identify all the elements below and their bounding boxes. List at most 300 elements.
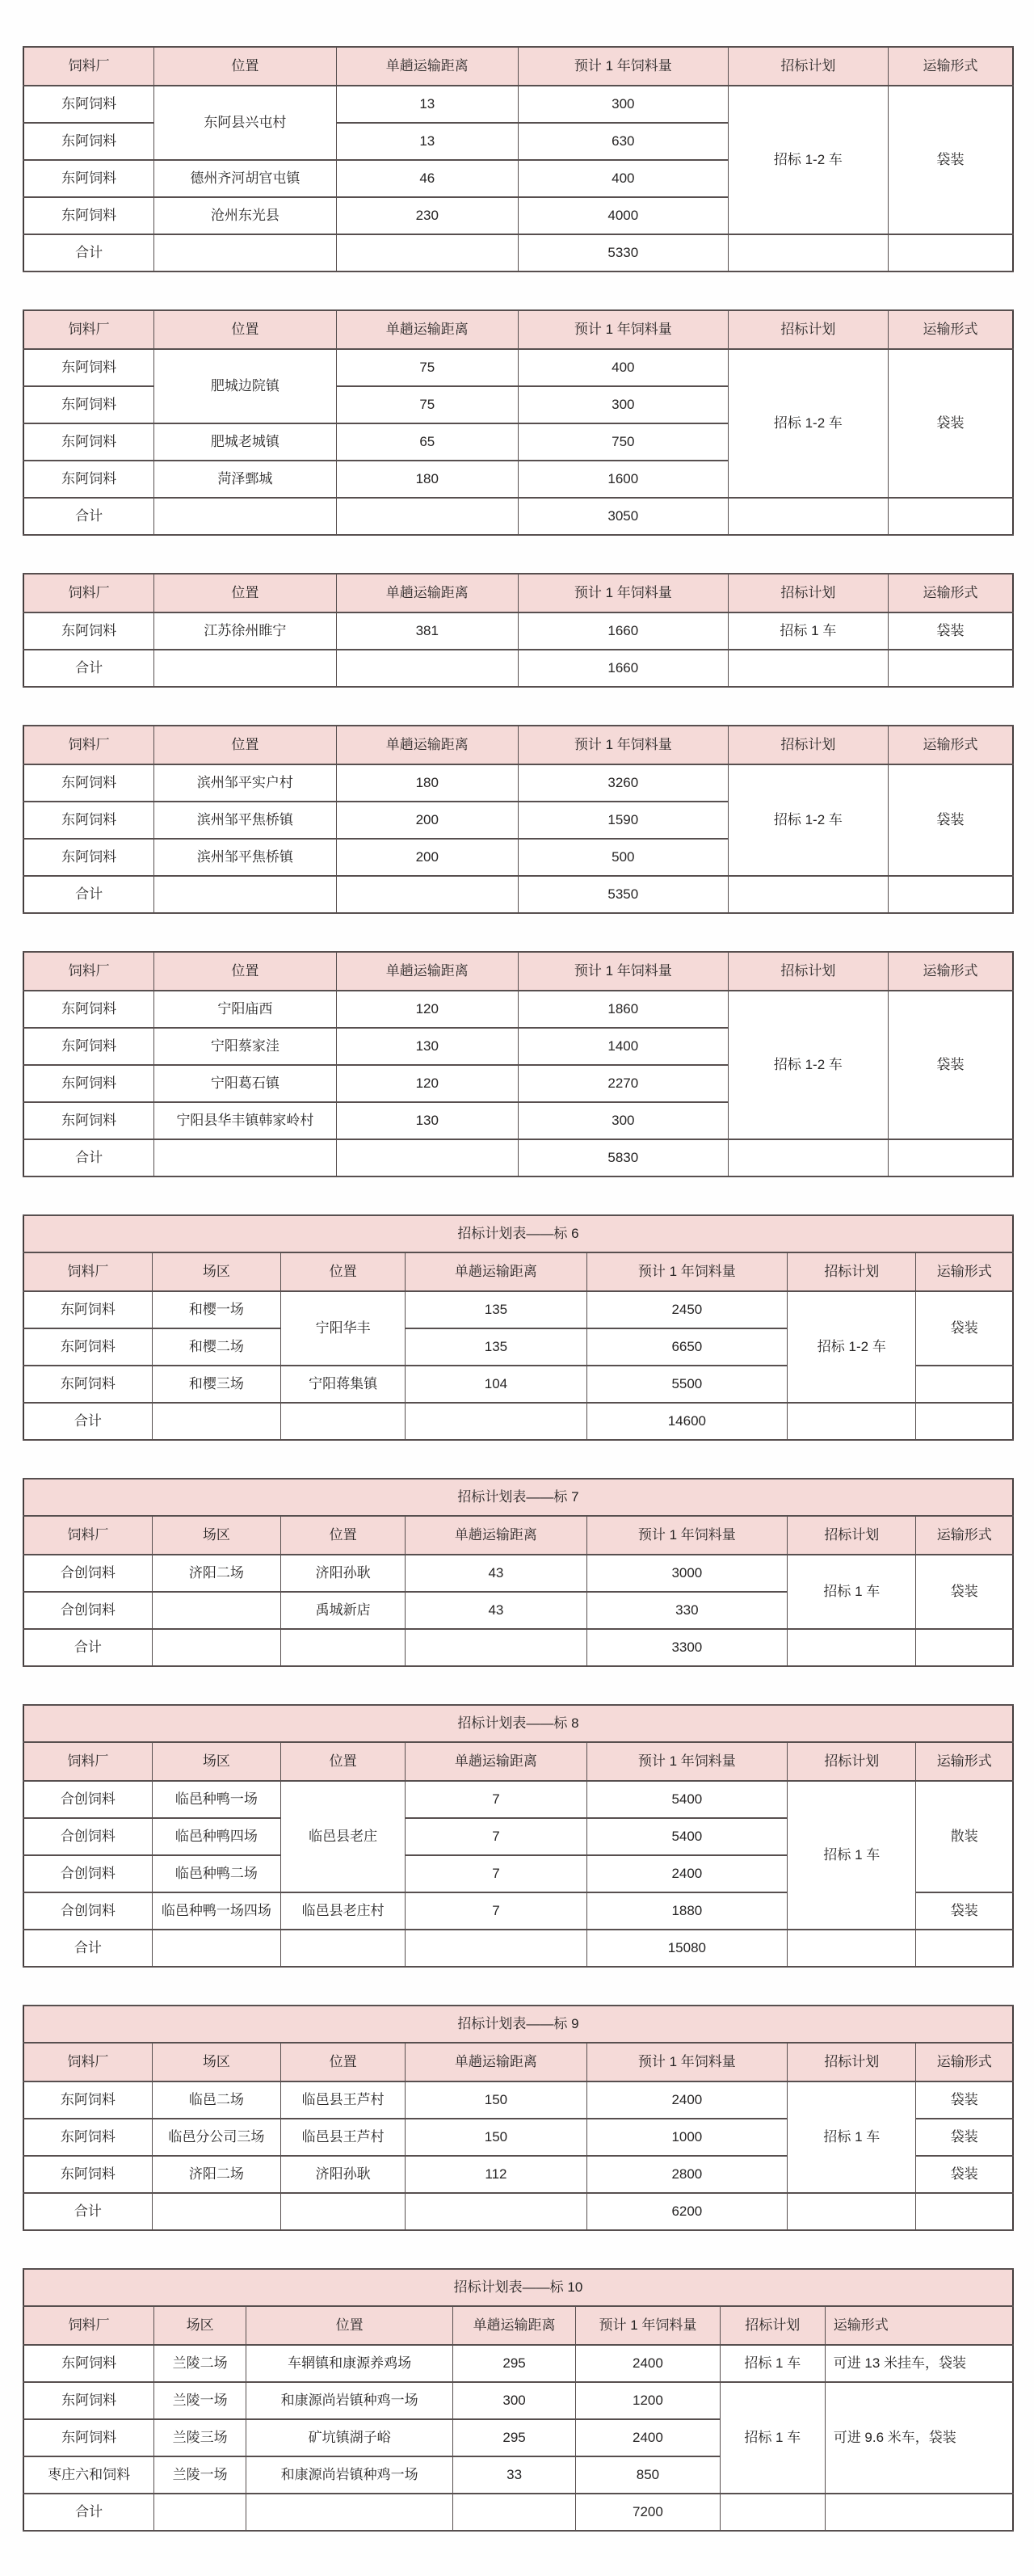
cell: 5400: [586, 1818, 788, 1855]
cell: 合创饲料: [23, 1818, 152, 1855]
cell: [728, 650, 888, 687]
cell: 7: [406, 1855, 586, 1892]
cell: 袋装: [916, 2081, 1013, 2119]
cell: [788, 1403, 916, 1440]
cell: [246, 2494, 453, 2531]
cell: [154, 650, 336, 687]
cell: [788, 1629, 916, 1666]
cell: 招标 1 车: [720, 2345, 825, 2382]
column-header: 运输形式: [889, 310, 1013, 349]
cell: [154, 498, 336, 535]
column-header: 单趟运输距离: [336, 47, 518, 86]
cell: 200: [336, 802, 518, 839]
cell: 东阿饲料: [23, 1366, 152, 1403]
cell: 沧州东光县: [154, 197, 336, 234]
cell: 15080: [586, 1930, 788, 1967]
total-row: [23, 1930, 1013, 1967]
column-header: 预计 1 年饲料量: [518, 574, 728, 612]
cell: 300: [518, 86, 728, 123]
cell: 1200: [576, 2382, 721, 2419]
cell: 袋装: [916, 1291, 1013, 1366]
cell: [453, 2494, 576, 2531]
cell: 65: [336, 423, 518, 461]
cell: [281, 1403, 406, 1440]
cell: 1860: [518, 991, 728, 1028]
cell: [336, 234, 518, 271]
table-title: 招标计划表——标 6: [23, 1215, 1013, 1252]
cell: 合计: [23, 1403, 152, 1440]
cell: 5500: [586, 1366, 788, 1403]
cell: 滨州邹平焦桥镇: [154, 839, 336, 876]
cell: 临邑种鸭二场: [152, 1855, 280, 1892]
cell: [916, 1629, 1013, 1666]
cell: 合计: [23, 1930, 152, 1967]
cell: 临邑县老庄村: [281, 1892, 406, 1930]
column-header: 运输形式: [889, 47, 1013, 86]
cell: 3050: [518, 498, 728, 535]
cell: [406, 1930, 586, 1967]
column-header: 单趟运输距离: [336, 726, 518, 764]
cell: [406, 2193, 586, 2230]
cell: 宁阳华丰: [281, 1291, 406, 1366]
table-row: [23, 1555, 1013, 1592]
cell: 2400: [586, 2081, 788, 2119]
cell: 招标 1-2 车: [728, 86, 888, 234]
column-header: 位置: [154, 952, 336, 991]
cell: 300: [453, 2382, 576, 2419]
cell: 东阿饲料: [23, 1291, 152, 1328]
column-header: 招标计划: [728, 310, 888, 349]
cell: 袋装: [889, 86, 1013, 234]
bidding-table-4: [23, 725, 1014, 914]
column-header: 场区: [152, 1252, 280, 1291]
cell: 合计: [23, 876, 154, 913]
cell: 东阿饲料: [23, 1102, 154, 1139]
cell: 东阿饲料: [23, 197, 154, 234]
cell: 宁阳县华丰镇韩家岭村: [154, 1102, 336, 1139]
cell: [889, 1139, 1013, 1176]
bidding-table-10: [23, 2268, 1014, 2532]
cell: 东阿饲料: [23, 123, 154, 160]
cell: 120: [336, 1065, 518, 1102]
cell: 和樱三场: [152, 1366, 280, 1403]
cell: 肥城边院镇: [154, 349, 336, 423]
column-header: 位置: [154, 47, 336, 86]
bidding-table-9: [23, 2005, 1014, 2231]
column-header: 场区: [154, 2306, 246, 2345]
cell: 济阳孙耿: [281, 2156, 406, 2193]
cell: 济阳二场: [152, 2156, 280, 2193]
column-header: 预计 1 年饲料量: [586, 1252, 788, 1291]
cell: 5350: [518, 876, 728, 913]
total-row: [23, 498, 1013, 535]
cell: 5330: [518, 234, 728, 271]
table-title: 招标计划表——标 10: [23, 2269, 1013, 2306]
cell: 13: [336, 123, 518, 160]
bidding-table-8: [23, 1704, 1014, 1968]
cell: 兰陵一场: [154, 2382, 246, 2419]
cell: 招标 1 车: [788, 1781, 916, 1930]
cell: 合创饲料: [23, 1855, 152, 1892]
cell: 3260: [518, 764, 728, 802]
cell: 临邑县王芦村: [281, 2081, 406, 2119]
column-header: 场区: [152, 2043, 280, 2081]
cell: 合计: [23, 2494, 154, 2531]
cell: 临邑种鸭一场: [152, 1781, 280, 1818]
column-header: 预计 1 年饲料量: [518, 47, 728, 86]
cell: 1600: [518, 461, 728, 498]
cell: 3300: [586, 1629, 788, 1666]
cell: 矿坑镇湖子峪: [246, 2419, 453, 2456]
column-header: 单趟运输距离: [406, 1516, 586, 1555]
cell: 2400: [576, 2419, 721, 2456]
cell: 东阿饲料: [23, 386, 154, 423]
cell: 130: [336, 1102, 518, 1139]
column-header: 招标计划: [788, 1252, 916, 1291]
cell: [889, 650, 1013, 687]
cell: 袋装: [889, 612, 1013, 650]
cell: 120: [336, 991, 518, 1028]
table-row: [23, 2345, 1013, 2382]
cell: [889, 498, 1013, 535]
bidding-table-3: [23, 573, 1014, 688]
column-header: 预计 1 年饲料量: [586, 1742, 788, 1781]
column-header: 招标计划: [720, 2306, 825, 2345]
column-header: 单趟运输距离: [453, 2306, 576, 2345]
column-header: 运输形式: [916, 1252, 1013, 1291]
cell: [152, 1930, 280, 1967]
cell: [825, 2494, 1013, 2531]
cell: [336, 650, 518, 687]
bidding-table-2: [23, 309, 1014, 536]
cell: 车辋镇和康源养鸡场: [246, 2345, 453, 2382]
total-row: [23, 2193, 1013, 2230]
cell: [154, 234, 336, 271]
cell: 袋装: [916, 1555, 1013, 1629]
cell: 46: [336, 160, 518, 197]
cell: 合创饲料: [23, 1892, 152, 1930]
column-header: 饲料厂: [23, 1742, 152, 1781]
cell: 东阿县兴屯村: [154, 86, 336, 160]
total-row: [23, 1629, 1013, 1666]
column-header: 单趟运输距离: [336, 952, 518, 991]
column-header: 预计 1 年饲料量: [518, 310, 728, 349]
cell: [788, 1930, 916, 1967]
cell: [916, 1403, 1013, 1440]
cell: 禹城新店: [281, 1592, 406, 1629]
cell: 5830: [518, 1139, 728, 1176]
cell: 可进 13 米挂车，袋装: [825, 2345, 1013, 2382]
cell: 1000: [586, 2119, 788, 2156]
cell: 兰陵三场: [154, 2419, 246, 2456]
table-row: [23, 349, 1013, 386]
cell: [152, 1403, 280, 1440]
cell: 临邑县老庄: [281, 1781, 406, 1892]
cell: 东阿饲料: [23, 612, 154, 650]
cell: [152, 2193, 280, 2230]
column-header: 运输形式: [916, 1516, 1013, 1555]
cell: 400: [518, 160, 728, 197]
table-row: [23, 86, 1013, 123]
cell: 东阿饲料: [23, 802, 154, 839]
cell: 合创饲料: [23, 1555, 152, 1592]
cell: 1660: [518, 612, 728, 650]
cell: 295: [453, 2345, 576, 2382]
cell: 13: [336, 86, 518, 123]
column-header: 单趟运输距离: [336, 310, 518, 349]
cell: 宁阳庙西: [154, 991, 336, 1028]
cell: 兰陵一场: [154, 2456, 246, 2494]
cell: 300: [518, 386, 728, 423]
column-header: 招标计划: [788, 2043, 916, 2081]
cell: 150: [406, 2119, 586, 2156]
cell: 东阿饲料: [23, 461, 154, 498]
bidding-table-7: [23, 1478, 1014, 1667]
cell: 东阿饲料: [23, 349, 154, 386]
total-row: [23, 2494, 1013, 2531]
cell: 300: [518, 1102, 728, 1139]
cell: 75: [336, 349, 518, 386]
cell: 宁阳蔡家洼: [154, 1028, 336, 1065]
cell: 7: [406, 1892, 586, 1930]
column-header: 预计 1 年饲料量: [576, 2306, 721, 2345]
column-header: 单趟运输距离: [406, 1742, 586, 1781]
column-header: 运输形式: [825, 2306, 1013, 2345]
column-header: 位置: [281, 1516, 406, 1555]
column-header: 饲料厂: [23, 726, 154, 764]
cell: [336, 498, 518, 535]
cell: 135: [406, 1328, 586, 1366]
cell: 75: [336, 386, 518, 423]
cell: 东阿饲料: [23, 86, 154, 123]
cell: 袋装: [889, 349, 1013, 498]
cell: 104: [406, 1366, 586, 1403]
cell: 180: [336, 461, 518, 498]
cell: 袋装: [916, 1892, 1013, 1930]
cell: 宁阳葛石镇: [154, 1065, 336, 1102]
column-header: 运输形式: [889, 726, 1013, 764]
total-row: [23, 876, 1013, 913]
cell: 滨州邹平焦桥镇: [154, 802, 336, 839]
cell: 济阳二场: [152, 1555, 280, 1592]
table-row: [23, 991, 1013, 1028]
cell: 招标 1-2 车: [728, 991, 888, 1139]
column-header: 招标计划: [728, 952, 888, 991]
cell: 1400: [518, 1028, 728, 1065]
cell: 和樱二场: [152, 1328, 280, 1366]
cell: [788, 2193, 916, 2230]
cell: [406, 1403, 586, 1440]
cell: 180: [336, 764, 518, 802]
cell: [889, 234, 1013, 271]
cell: 7200: [576, 2494, 721, 2531]
cell: 招标 1-2 车: [788, 1291, 916, 1403]
cell: 临邑种鸭一场四场: [152, 1892, 280, 1930]
cell: 400: [518, 349, 728, 386]
cell: 东阿饲料: [23, 839, 154, 876]
cell: 临邑种鸭四场: [152, 1818, 280, 1855]
cell: 330: [586, 1592, 788, 1629]
cell: [281, 2193, 406, 2230]
cell: 合计: [23, 1629, 152, 1666]
cell: 东阿饲料: [23, 1328, 152, 1366]
cell: 招标 1-2 车: [728, 349, 888, 498]
cell: 招标 1 车: [720, 2382, 825, 2494]
cell: [281, 1629, 406, 1666]
cell: 临邑县王芦村: [281, 2119, 406, 2156]
bidding-table-1: [23, 46, 1014, 272]
cell: 2400: [576, 2345, 721, 2382]
cell: [916, 1366, 1013, 1403]
cell: 肥城老城镇: [154, 423, 336, 461]
cell: 2270: [518, 1065, 728, 1102]
cell: [916, 2193, 1013, 2230]
cell: 招标 1 车: [788, 2081, 916, 2193]
bidding-table-5: [23, 951, 1014, 1177]
cell: 33: [453, 2456, 576, 2494]
cell: 袋装: [889, 764, 1013, 876]
column-header: 饲料厂: [23, 47, 154, 86]
table-title: 招标计划表——标 9: [23, 2006, 1013, 2043]
cell: 合创饲料: [23, 1781, 152, 1818]
cell: 和康源尚岩镇种鸡一场: [246, 2382, 453, 2419]
column-header: 位置: [154, 310, 336, 349]
column-header: 位置: [154, 574, 336, 612]
cell: 东阿饲料: [23, 423, 154, 461]
column-header: 单趟运输距离: [336, 574, 518, 612]
table-row: [23, 612, 1013, 650]
cell: [728, 1139, 888, 1176]
cell: 袋装: [916, 2156, 1013, 2193]
cell: 东阿饲料: [23, 2419, 154, 2456]
cell: 德州齐河胡官屯镇: [154, 160, 336, 197]
cell: 招标 1-2 车: [728, 764, 888, 876]
cell: [916, 1930, 1013, 1967]
column-header: 饲料厂: [23, 574, 154, 612]
cell: 东阿饲料: [23, 764, 154, 802]
cell: 750: [518, 423, 728, 461]
cell: 袋装: [889, 991, 1013, 1139]
table-row: [23, 2382, 1013, 2419]
cell: 合计: [23, 234, 154, 271]
cell: 滨州邹平实户村: [154, 764, 336, 802]
column-header: 招标计划: [788, 1516, 916, 1555]
cell: 295: [453, 2419, 576, 2456]
cell: 5400: [586, 1781, 788, 1818]
cell: 630: [518, 123, 728, 160]
cell: [154, 876, 336, 913]
cell: 和樱一场: [152, 1291, 280, 1328]
total-row: [23, 650, 1013, 687]
cell: 2800: [586, 2156, 788, 2193]
column-header: 运输形式: [916, 2043, 1013, 2081]
column-header: 饲料厂: [23, 1516, 152, 1555]
column-header: 运输形式: [916, 1742, 1013, 1781]
cell: 130: [336, 1028, 518, 1065]
cell: [406, 1629, 586, 1666]
cell: 东阿饲料: [23, 2382, 154, 2419]
cell: 东阿饲料: [23, 2119, 152, 2156]
cell: [152, 1592, 280, 1629]
column-header: 预计 1 年饲料量: [518, 726, 728, 764]
cell: 散装: [916, 1781, 1013, 1892]
column-header: 运输形式: [889, 952, 1013, 991]
cell: 东阿饲料: [23, 2345, 154, 2382]
column-header: 位置: [281, 1252, 406, 1291]
column-header: 招标计划: [728, 726, 888, 764]
cell: 枣庄六和饲料: [23, 2456, 154, 2494]
total-row: [23, 1403, 1013, 1440]
cell: [728, 234, 888, 271]
cell: 2450: [586, 1291, 788, 1328]
column-header: 饲料厂: [23, 2043, 152, 2081]
column-header: 场区: [152, 1742, 280, 1781]
column-header: 饲料厂: [23, 952, 154, 991]
cell: 43: [406, 1555, 586, 1592]
cell: 230: [336, 197, 518, 234]
cell: 合计: [23, 1139, 154, 1176]
cell: 合创饲料: [23, 1592, 152, 1629]
cell: 3000: [586, 1555, 788, 1592]
column-header: 招标计划: [788, 1742, 916, 1781]
column-header: 位置: [154, 726, 336, 764]
column-header: 场区: [152, 1516, 280, 1555]
cell: 1590: [518, 802, 728, 839]
column-header: 饲料厂: [23, 2306, 154, 2345]
cell: 合计: [23, 498, 154, 535]
cell: 可进 9.6 米车，袋装: [825, 2382, 1013, 2494]
cell: 150: [406, 2081, 586, 2119]
table-row: [23, 1781, 1013, 1818]
cell: 4000: [518, 197, 728, 234]
column-header: 位置: [281, 1742, 406, 1781]
cell: 合计: [23, 2193, 152, 2230]
cell: 东阿饲料: [23, 1065, 154, 1102]
table-row: [23, 2081, 1013, 2119]
cell: 2400: [586, 1855, 788, 1892]
cell: 1660: [518, 650, 728, 687]
table-title: 招标计划表——标 7: [23, 1479, 1013, 1516]
cell: 14600: [586, 1403, 788, 1440]
cell: 江苏徐州睢宁: [154, 612, 336, 650]
cell: [281, 1930, 406, 1967]
cell: 7: [406, 1781, 586, 1818]
cell: 6650: [586, 1328, 788, 1366]
column-header: 单趟运输距离: [406, 1252, 586, 1291]
cell: 招标 1 车: [788, 1555, 916, 1629]
total-row: [23, 1139, 1013, 1176]
cell: 东阿饲料: [23, 2156, 152, 2193]
column-header: 预计 1 年饲料量: [518, 952, 728, 991]
column-header: 位置: [246, 2306, 453, 2345]
column-header: 运输形式: [889, 574, 1013, 612]
cell: 112: [406, 2156, 586, 2193]
cell: 135: [406, 1291, 586, 1328]
cell: 东阿饲料: [23, 160, 154, 197]
cell: 东阿饲料: [23, 991, 154, 1028]
cell: 和康源尚岩镇种鸡一场: [246, 2456, 453, 2494]
cell: [154, 1139, 336, 1176]
cell: 临邑分公司三场: [152, 2119, 280, 2156]
column-header: 饲料厂: [23, 310, 154, 349]
cell: 宁阳蒋集镇: [281, 1366, 406, 1403]
cell: [152, 1629, 280, 1666]
cell: 招标 1 车: [728, 612, 888, 650]
cell: 合计: [23, 650, 154, 687]
cell: 7: [406, 1818, 586, 1855]
cell: [154, 2494, 246, 2531]
table-title: 招标计划表——标 8: [23, 1705, 1013, 1742]
